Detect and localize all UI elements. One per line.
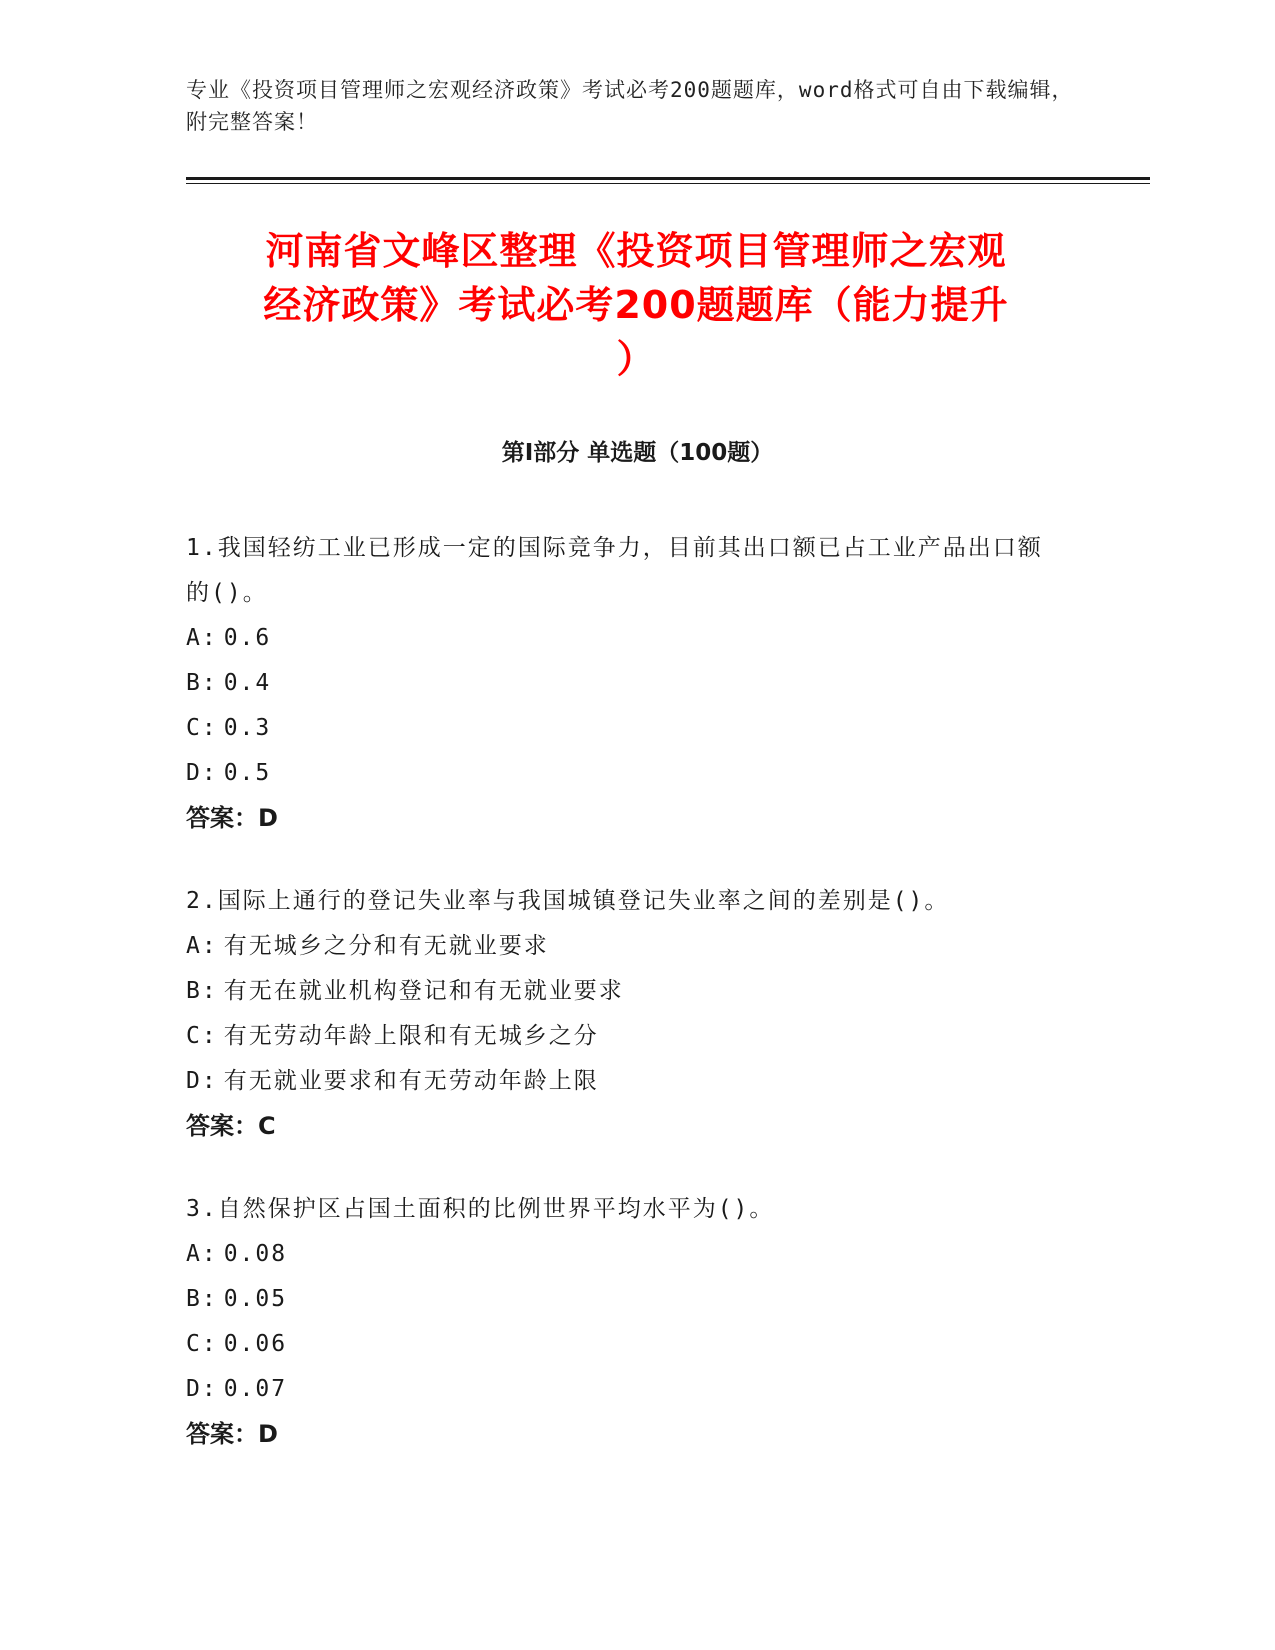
option-key: D: (186, 1068, 218, 1094)
question-item (186, 1187, 1066, 1457)
question-list (186, 526, 1066, 1495)
option-value: 0.05 (223, 1286, 288, 1312)
option-c (186, 706, 1066, 751)
option-value: 0.06 (223, 1331, 288, 1357)
question-stem: 1.我国轻纺工业已形成一定的国际竞争力，目前其出口额已占工业产品出口额的()。 (186, 535, 1043, 606)
option-key: A: (186, 1241, 218, 1267)
option-value: 0.4 (223, 670, 272, 696)
section-heading: 第Ⅰ部分 单选题（100题） (501, 440, 774, 466)
option-key: A: (186, 933, 218, 959)
option-value: 有无城乡之分和有无就业要求 (223, 933, 549, 959)
question-item (186, 879, 1066, 1149)
question-item (186, 526, 1066, 841)
answer-line: 答案：D (186, 1420, 278, 1448)
option-value: 有无就业要求和有无劳动年龄上限 (223, 1068, 599, 1094)
option-c (186, 1322, 1066, 1367)
option-value: 0.6 (223, 625, 272, 651)
question-stem: 2.国际上通行的登记失业率与我国城镇登记失业率之间的差别是()。 (186, 888, 950, 914)
option-value: 0.5 (223, 760, 272, 786)
option-d (186, 1059, 1066, 1104)
option-key: B: (186, 1286, 218, 1312)
question-stem: 3.自然保护区占国土面积的比例世界平均水平为()。 (186, 1196, 775, 1222)
option-value: 有无在就业机构登记和有无就业要求 (223, 978, 624, 1004)
option-key: C: (186, 1023, 218, 1049)
option-d (186, 1367, 1066, 1412)
option-key: B: (186, 670, 218, 696)
document-title-line-3: ） (616, 337, 656, 381)
document-title-line-1: 河南省文峰区整理《投资项目管理师之宏观 (265, 229, 1007, 273)
option-b (186, 969, 1066, 1014)
option-c (186, 1014, 1066, 1059)
option-a (186, 924, 1066, 969)
option-a (186, 1232, 1066, 1277)
document-title-line-2: 经济政策》考试必考200题题库（能力提升 (263, 283, 1009, 327)
header-note: 专业《投资项目管理师之宏观经济政策》考试必考200题题库，word格式可自由下载编辑，附完整答案！ (186, 78, 1074, 134)
option-value: 0.3 (223, 715, 272, 741)
option-key: B: (186, 978, 218, 1004)
option-b (186, 1277, 1066, 1322)
option-value: 0.08 (223, 1241, 288, 1267)
option-d (186, 751, 1066, 796)
option-value: 有无劳动年龄上限和有无城乡之分 (223, 1023, 599, 1049)
option-key: D: (186, 1376, 218, 1402)
option-key: D: (186, 760, 218, 786)
option-value: 0.07 (223, 1376, 288, 1402)
option-key: C: (186, 1331, 218, 1357)
answer-line: 答案：C (186, 1112, 276, 1140)
header-divider-thick (186, 177, 1150, 180)
option-key: C: (186, 715, 218, 741)
answer-line: 答案：D (186, 804, 278, 832)
option-key: A: (186, 625, 218, 651)
header-divider-thin (186, 183, 1150, 184)
option-b (186, 661, 1066, 706)
document-title (196, 224, 1076, 386)
option-a (186, 616, 1066, 661)
